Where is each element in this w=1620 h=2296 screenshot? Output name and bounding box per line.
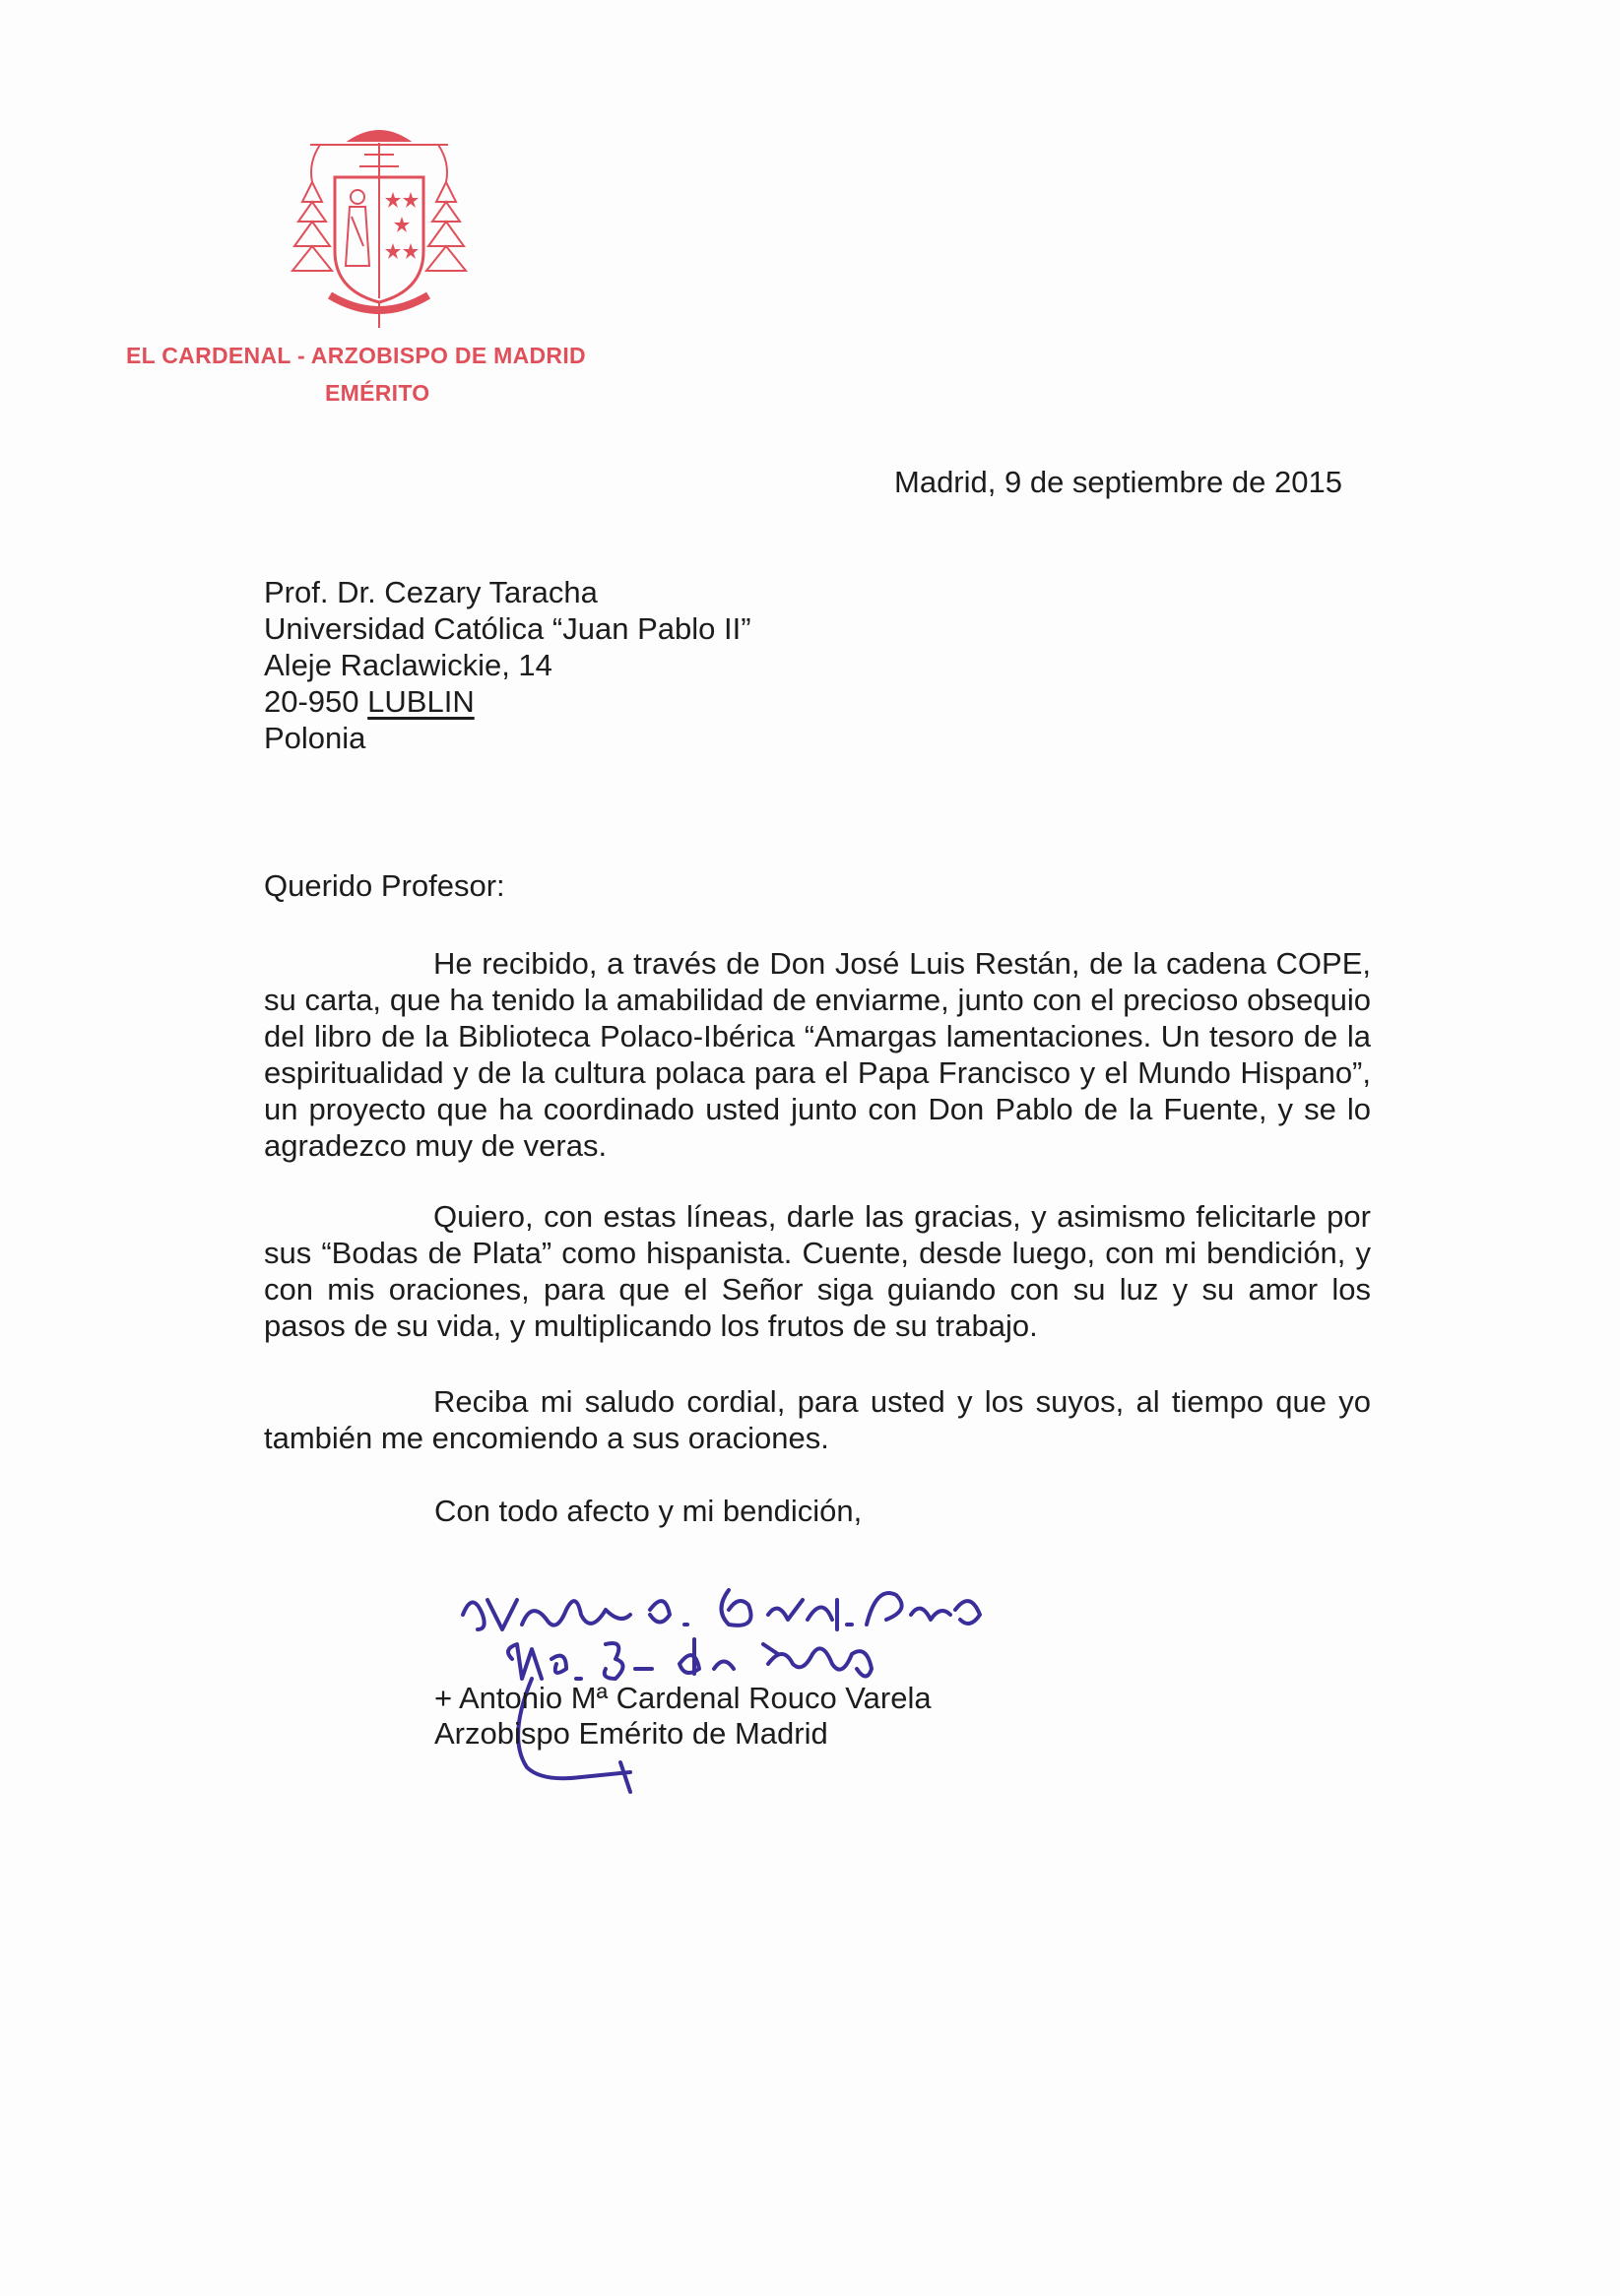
letterhead-title: EL CARDENAL - ARZOBISPO DE MADRID [126, 343, 586, 368]
recipient-name: Prof. Dr. Cezary Taracha [264, 575, 598, 609]
body-paragraph: Quiero, con estas líneas, darle las gracias, y asimismo felicitarle por sus “Bodas de Plata” como hispanista. Cuente, desde luego, con mi bendición, y con mis oraciones, para que el Señor siga guiando con su luz y su amor los pasos de su vida, y multiplicando los frutos de su trabajo. [264, 1199, 1371, 1343]
body-paragraph: Reciba mi saludo cordial, para usted y los suyos, al tiempo que yo también me encomiendo a sus oraciones. [264, 1384, 1371, 1455]
signer-title: Arzobispo Emérito de Madrid [434, 1716, 828, 1751]
recipient-postcode: 20-950 [264, 684, 359, 719]
recipient-address [264, 574, 751, 756]
recipient-country: Polonia [264, 721, 366, 755]
letter-date: Madrid, 9 de septiembre de 2015 [894, 465, 1342, 499]
recipient-institution: Universidad Católica “Juan Pablo II” [264, 611, 751, 646]
recipient-city: LUBLIN [367, 684, 475, 719]
signer-name: + Antonio Mª Cardenal Rouco Varela [434, 1681, 932, 1715]
closing-line: Con todo afecto y mi bendición, [434, 1494, 863, 1528]
recipient-city-line [264, 683, 751, 720]
recipient-street: Aleje Raclawickie, 14 [264, 648, 552, 682]
letterhead-subtitle: EMÉRITO [325, 380, 430, 406]
coat-of-arms-icon [291, 123, 468, 330]
body-paragraph: He recibido, a través de Don José Luis Restán, de la cadena COPE, su carta, que ha tenido la amabilidad de enviarme, junto con el precioso obsequio del libro de la Biblioteca Polaco-Ibérica “Amargas lamentaciones. Un tesoro de la espiritualidad y de la cultura polaca para el Papa Francisco y el Mundo Hispano”, un proyecto que ha coordinado usted junto con Don Pablo de la Fuente, y se lo agradezco muy de veras. [264, 946, 1371, 1163]
salutation: Querido Profesor: [264, 868, 505, 903]
